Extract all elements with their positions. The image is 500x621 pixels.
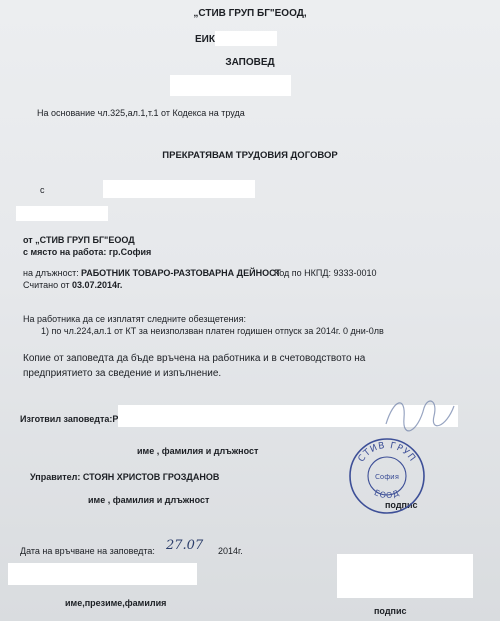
stamp-city: София [375,473,399,481]
delivery-label: Дата на връчване на заповедта: [20,546,155,556]
nkpd-code: Код по НКПД: 9333-0010 [274,268,377,278]
legal-basis: На основание чл.325,ал.1,т.1 от Кодекса на труда [37,108,245,118]
effective-date: 03.07.2014г. [72,280,123,290]
from-company: от „СТИВ ГРУП БГ"ЕООД [23,235,135,245]
redacted-order-number [170,75,291,96]
svg-text:ЕООД [373,488,401,500]
prepared-by-label: Изготвил заповедта:Р [20,414,119,424]
compensation-item: 1) по чл.224,ал.1 от КТ за неизползван платен годишен отпуск за 2014г. 0 дни-0лв [41,326,384,336]
company-header: „СТИВ ГРУП БГ"ЕООД, [193,8,307,19]
manager-label: Управител: СТОЯН ХРИСТОВ ГРОЗДАНОВ [30,472,220,482]
copy-note-line1: Копие от заповедта да бъде връчена на работника и в счетоводството на [23,353,366,364]
preparer-caption: име , фамилия и длъжност [137,446,259,456]
position-label: на длъжност: [23,268,79,278]
delivery-year: 2014г. [218,546,243,556]
with-label: с [40,185,45,195]
recipient-signature-label: подпис [374,606,407,616]
delivery-handwritten-date: 27.07 [166,538,204,553]
workplace: с място на работа: гр.София [23,247,152,257]
stamp-text-bottom: ЕООД [372,488,402,501]
redacted-recipient-name [8,563,197,585]
position-value: РАБОТНИК ТОВАРО-РАЗТОВАРНА ДЕЙНОСТ [81,268,281,278]
handwritten-signature [380,388,460,438]
redacted-employee-id [16,206,108,221]
redacted-recipient-signature [337,554,473,598]
manager-caption: име , фамилия и длъжност [88,495,210,505]
manager-signature-label: подпис [385,500,418,510]
redacted-eik [215,31,277,46]
order-title: ЗАПОВЕД [225,57,275,68]
effective-label: Считано от [23,280,70,290]
eik-label: ЕИК [195,34,215,45]
stamp-text-top: СТИВ ГРУП [356,440,418,465]
action-heading: ПРЕКРАТЯВАМ ТРУДОВИЯ ДОГОВОР [162,150,338,161]
copy-note-line2: предприятието за сведение и изпълнение. [23,368,222,379]
redacted-employee-name [103,180,255,198]
compensation-intro: На работника да се изплатят следните обезщетения: [23,314,246,324]
company-stamp [347,436,427,516]
svg-text:СТИВ ГРУП [357,441,418,464]
recipient-caption: име,презиме,фамилия [65,598,167,608]
